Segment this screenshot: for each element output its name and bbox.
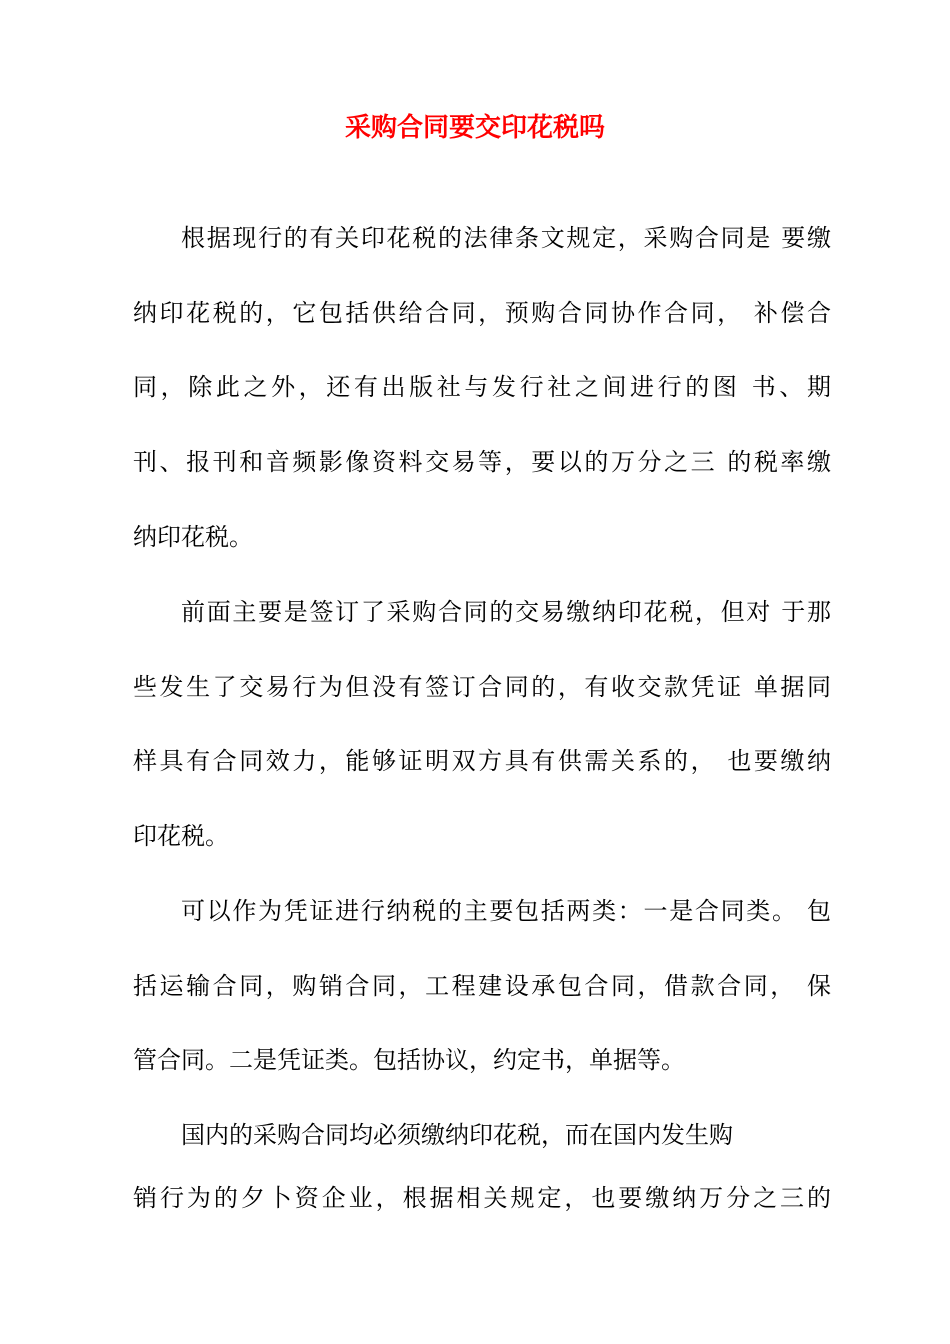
paragraph-3-line-1: 可以作为凭证进行纳税的主要包括两类：一是合同类。 包: [181, 897, 831, 925]
paragraph-1-line-1: 根据现行的有关印花税的法律条文规定，采购合同是 要缴: [181, 224, 831, 252]
paragraph-4-line-2: 销行为的夕卜资企业，根据相关规定，也要缴纳万分之三的: [133, 1184, 831, 1212]
paragraph-2-line-3: 样具有合同效力，能够证明双方具有供需关系的， 也要缴纳: [133, 747, 831, 775]
paragraph-1-line-2: 纳印花税的，它包括供给合同，预购合同协作合同， 补偿合: [133, 299, 831, 327]
paragraph-4-line-1: 国内的采购合同均必须缴纳印花税，而在国内发生购: [181, 1121, 733, 1149]
paragraph-1-line-5: 纳印花税。: [133, 523, 253, 551]
paragraph-3-line-3: 管合同。二是凭证类。包括协议，约定书，单据等。: [133, 1046, 685, 1074]
paragraph-2-line-1: 前面主要是签订了采购合同的交易缴纳印花税，但对 于那: [181, 598, 831, 626]
paragraph-3-line-2: 括运输合同，购销合同，工程建设承包合同，借款合同， 保: [133, 972, 831, 1000]
paragraph-2-line-2: 些发生了交易行为但没有签订合同的，有收交款凭证 单据同: [133, 673, 831, 701]
paragraph-2-line-4: 印花税。: [133, 822, 229, 850]
paragraph-1-line-3: 同，除此之外，还有出版社与发行社之间进行的图 书、期: [133, 373, 831, 401]
paragraph-1-line-4: 刊、报刊和音频影像资料交易等，要以的万分之三 的税率缴: [133, 448, 831, 476]
document-title: 采购合同要交印花税吗: [344, 113, 605, 143]
